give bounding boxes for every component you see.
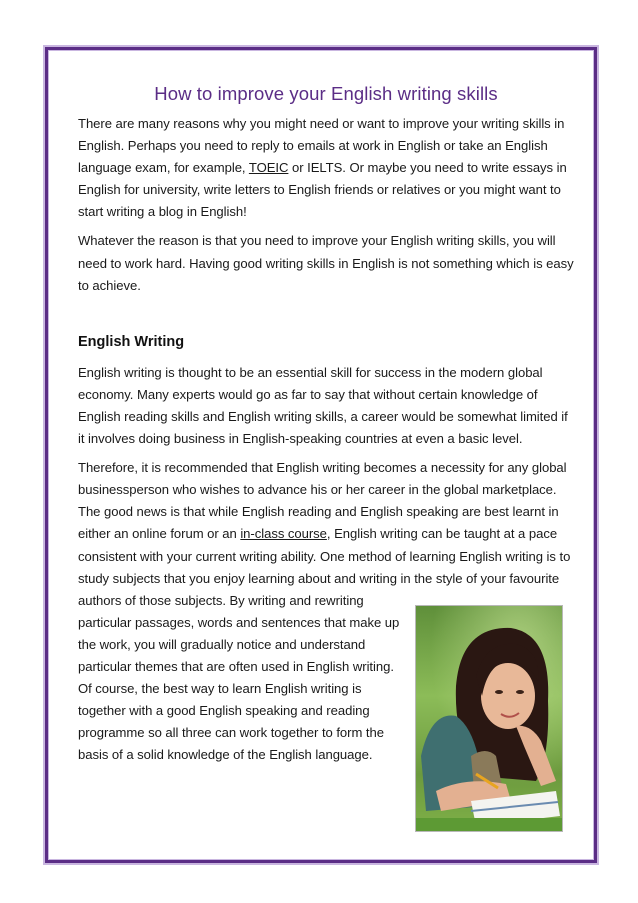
page-title: How to improve your English writing skills xyxy=(154,83,498,104)
section-heading: English Writing xyxy=(78,333,185,350)
in-class-course-link[interactable]: in-class course xyxy=(240,526,327,542)
section-text-cont: , English writing can be taught at a pace consistent with your current writing ability. One method of learning English writing is to study subjects that you enjoy learning about and writing in the style of your favourite authors of those subjects. By writing and rewriting particular passages, words and sentences that make up the work, you will gradually notice and understand particular themes that are often used in English writing. Of course, the best way to learn English writing is together with a good English speaking and reading programme so all three can work together to form the basis of a solid knowledge of the English language. xyxy=(78,526,571,763)
intro-text: There are many reasons why you might need or want to improve your writing skills in English. Perhaps you need to reply to emails at work in English or take an English language exam, for example, xyxy=(78,116,565,176)
intro-paragraph-1 xyxy=(78,113,574,223)
section-paragraph-1: English writing is thought to be an essential skill for success in the modern global economy. Many experts would go as far to say that without certain knowledge of English reading skills and English writing skills, a career would be somewhat limited if it involves doing business in English-speaking countries at even a basic level. xyxy=(78,364,568,447)
section-text: Therefore, it is recommended that English writing becomes a necessity for any global businessperson who wishes to advance his or her career in the global marketplace. The good news is that while English reading and English speaking are best learnt in either an online forum or an xyxy=(78,460,567,542)
photo-illustration xyxy=(416,606,562,831)
student-photo xyxy=(415,605,563,832)
intro-paragraph-2: Whatever the reason is that you need to improve your English writing skills, you will need to work hard. Having good writing skills in English is not something which is easy to achieve. xyxy=(78,233,574,293)
toeic-link[interactable]: TOEIC xyxy=(248,160,289,176)
intro-text-cont: or IELTS. Or maybe you need to write essays in English for university, write letters to English friends or relatives or you might want to start writing a blog in English! xyxy=(78,160,567,220)
